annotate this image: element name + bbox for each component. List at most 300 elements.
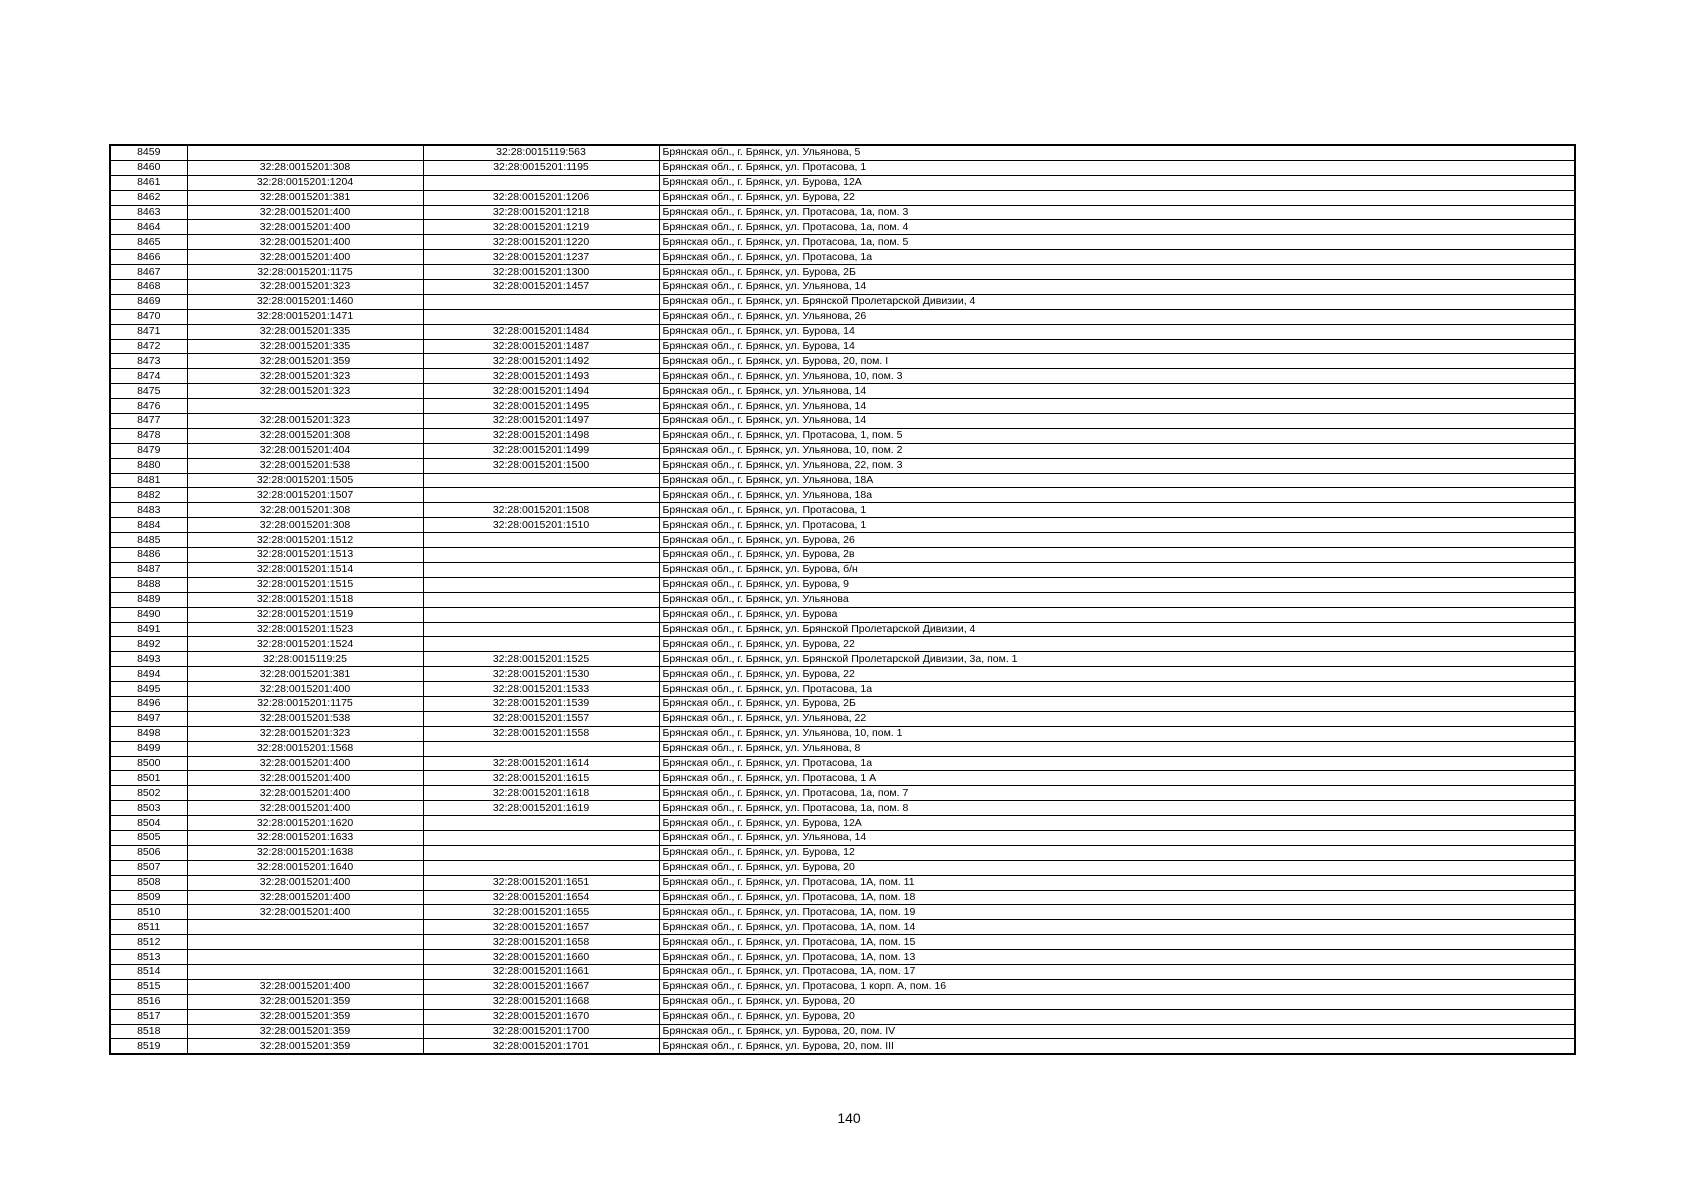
object-number-cell: 32:28:0015201:1493: [423, 369, 659, 384]
row-number-cell: 8470: [110, 309, 187, 324]
row-number-cell: 8474: [110, 369, 187, 384]
row-number-cell: 8466: [110, 250, 187, 265]
table-row: [110, 801, 1575, 816]
row-number-cell: 8512: [110, 935, 187, 950]
parcel-number-cell: 32:28:0015201:335: [187, 339, 423, 354]
row-number-cell: 8494: [110, 667, 187, 682]
parcel-number-cell: 32:28:0015201:400: [187, 220, 423, 235]
object-number-cell: 32:28:0015201:1654: [423, 890, 659, 905]
row-number-cell: 8463: [110, 205, 187, 220]
address-cell: Брянская обл., г. Брянск, ул. Протасова, 1А, пом. 14: [659, 920, 1575, 935]
table-row: [110, 145, 1575, 160]
table-row: [110, 220, 1575, 235]
address-cell: Брянская обл., г. Брянск, ул. Бурова, 20, пом. III: [659, 1039, 1575, 1054]
parcel-number-cell: 32:28:0015201:323: [187, 384, 423, 399]
object-number-cell: [423, 816, 659, 831]
address-cell: Брянская обл., г. Брянск, ул. Ульянова, 14: [659, 830, 1575, 845]
row-number-cell: 8469: [110, 294, 187, 309]
table-row: [110, 667, 1575, 682]
table-row: [110, 280, 1575, 295]
address-cell: Брянская обл., г. Брянск, ул. Бурова, 20: [659, 1009, 1575, 1024]
object-number-cell: [423, 637, 659, 652]
table-row: [110, 964, 1575, 979]
parcel-number-cell: 32:28:0015201:335: [187, 324, 423, 339]
table-row: [110, 682, 1575, 697]
table-row: [110, 756, 1575, 771]
table-row: [110, 518, 1575, 533]
table-row: [110, 920, 1575, 935]
object-number-cell: [423, 533, 659, 548]
table-row: [110, 905, 1575, 920]
address-cell: Брянская обл., г. Брянск, ул. Протасова, 1а: [659, 682, 1575, 697]
table-row: [110, 786, 1575, 801]
table-row: [110, 711, 1575, 726]
row-number-cell: 8507: [110, 860, 187, 875]
row-number-cell: 8461: [110, 175, 187, 190]
parcel-number-cell: 32:28:0015201:323: [187, 369, 423, 384]
address-cell: Брянская обл., г. Брянск, ул. Бурова, 20: [659, 994, 1575, 1009]
row-number-cell: 8483: [110, 503, 187, 518]
object-number-cell: 32:28:0015201:1661: [423, 964, 659, 979]
table-row: [110, 473, 1575, 488]
row-number-cell: 8495: [110, 682, 187, 697]
parcel-number-cell: 32:28:0015201:381: [187, 667, 423, 682]
address-cell: Брянская обл., г. Брянск, ул. Бурова, 20, пом. IV: [659, 1024, 1575, 1039]
parcel-number-cell: 32:28:0015201:400: [187, 905, 423, 920]
address-cell: Брянская обл., г. Брянск, ул. Брянской Пролетарской Дивизии, 3а, пом. 1: [659, 652, 1575, 667]
address-cell: Брянская обл., г. Брянск, ул. Ульянова, 14: [659, 399, 1575, 414]
row-number-cell: 8493: [110, 652, 187, 667]
row-number-cell: 8479: [110, 443, 187, 458]
object-number-cell: 32:28:0015201:1614: [423, 756, 659, 771]
row-number-cell: 8462: [110, 190, 187, 205]
table-row: [110, 816, 1575, 831]
parcel-number-cell: 32:28:0015201:1175: [187, 696, 423, 711]
object-number-cell: 32:28:0015201:1492: [423, 354, 659, 369]
address-cell: Брянская обл., г. Брянск, ул. Ульянова, 10, пом. 1: [659, 726, 1575, 741]
parcel-number-cell: 32:28:0015201:359: [187, 1009, 423, 1024]
object-number-cell: 32:28:0015201:1539: [423, 696, 659, 711]
table-row: [110, 324, 1575, 339]
parcel-number-cell: 32:28:0015201:400: [187, 890, 423, 905]
object-number-cell: 32:28:0015201:1660: [423, 950, 659, 965]
object-number-cell: 32:28:0015201:1219: [423, 220, 659, 235]
address-cell: Брянская обл., г. Брянск, ул. Ульянова, 10, пом. 2: [659, 443, 1575, 458]
object-number-cell: 32:28:0015201:1558: [423, 726, 659, 741]
parcel-number-cell: 32:28:0015201:359: [187, 354, 423, 369]
row-number-cell: 8460: [110, 160, 187, 175]
table-row: [110, 294, 1575, 309]
object-number-cell: [423, 577, 659, 592]
parcel-number-cell: 32:28:0015201:400: [187, 979, 423, 994]
object-number-cell: 32:28:0015201:1457: [423, 280, 659, 295]
address-cell: Брянская обл., г. Брянск, ул. Ульянова, 22: [659, 711, 1575, 726]
row-number-cell: 8465: [110, 235, 187, 250]
row-number-cell: 8467: [110, 265, 187, 280]
parcel-number-cell: 32:28:0015201:323: [187, 414, 423, 429]
table-row: [110, 354, 1575, 369]
address-cell: Брянская обл., г. Брянск, ул. Протасова, 1а, пом. 4: [659, 220, 1575, 235]
object-number-cell: 32:28:0015201:1525: [423, 652, 659, 667]
address-cell: Брянская обл., г. Брянск, ул. Протасова, 1А, пом. 15: [659, 935, 1575, 950]
row-number-cell: 8496: [110, 696, 187, 711]
table-row: [110, 384, 1575, 399]
row-number-cell: 8492: [110, 637, 187, 652]
address-cell: Брянская обл., г. Брянск, ул. Ульянова, 8: [659, 741, 1575, 756]
table-row: [110, 533, 1575, 548]
object-number-cell: [423, 473, 659, 488]
address-cell: Брянская обл., г. Брянск, ул. Бурова, 14: [659, 324, 1575, 339]
table-row: [110, 935, 1575, 950]
address-cell: Брянская обл., г. Брянск, ул. Бурова, 20: [659, 860, 1575, 875]
object-number-cell: 32:28:0015201:1668: [423, 994, 659, 1009]
table-row: [110, 1009, 1575, 1024]
object-number-cell: 32:28:0015201:1670: [423, 1009, 659, 1024]
address-cell: Брянская обл., г. Брянск, ул. Протасова, 1а, пом. 7: [659, 786, 1575, 801]
object-number-cell: 32:28:0015201:1615: [423, 771, 659, 786]
table-row: [110, 890, 1575, 905]
parcel-number-cell: [187, 964, 423, 979]
table-row: [110, 399, 1575, 414]
address-cell: Брянская обл., г. Брянск, ул. Протасова, 1А, пом. 13: [659, 950, 1575, 965]
table-row: [110, 309, 1575, 324]
parcel-number-cell: 32:28:0015201:400: [187, 756, 423, 771]
row-number-cell: 8517: [110, 1009, 187, 1024]
object-number-cell: 32:28:0015201:1657: [423, 920, 659, 935]
object-number-cell: 32:28:0015201:1218: [423, 205, 659, 220]
address-cell: Брянская обл., г. Брянск, ул. Протасова, 1а, пом. 3: [659, 205, 1575, 220]
object-number-cell: 32:28:0015201:1667: [423, 979, 659, 994]
address-cell: Брянская обл., г. Брянск, ул. Бурова, 2Б: [659, 696, 1575, 711]
address-cell: Брянская обл., г. Брянск, ул. Протасова, 1А, пом. 18: [659, 890, 1575, 905]
parcel-number-cell: [187, 920, 423, 935]
row-number-cell: 8489: [110, 592, 187, 607]
parcel-number-cell: 32:28:0015201:381: [187, 190, 423, 205]
object-number-cell: 32:28:0015201:1498: [423, 428, 659, 443]
row-number-cell: 8490: [110, 607, 187, 622]
table-row: [110, 771, 1575, 786]
parcel-number-cell: [187, 145, 423, 160]
parcel-number-cell: 32:28:0015201:1640: [187, 860, 423, 875]
parcel-number-cell: 32:28:0015201:404: [187, 443, 423, 458]
table-row: [110, 1024, 1575, 1039]
row-number-cell: 8509: [110, 890, 187, 905]
address-cell: Брянская обл., г. Брянск, ул. Бурова, 12А: [659, 175, 1575, 190]
parcel-number-cell: 32:28:0015201:400: [187, 682, 423, 697]
parcel-number-cell: [187, 935, 423, 950]
row-number-cell: 8477: [110, 414, 187, 429]
object-number-cell: [423, 309, 659, 324]
address-cell: Брянская обл., г. Брянск, ул. Ульянова: [659, 592, 1575, 607]
object-number-cell: 32:28:0015201:1700: [423, 1024, 659, 1039]
table-row: [110, 265, 1575, 280]
object-number-cell: [423, 607, 659, 622]
parcel-number-cell: 32:28:0015119:25: [187, 652, 423, 667]
parcel-number-cell: 32:28:0015201:1519: [187, 607, 423, 622]
parcel-number-cell: 32:28:0015201:1523: [187, 622, 423, 637]
table-row: [110, 488, 1575, 503]
row-number-cell: 8481: [110, 473, 187, 488]
address-cell: Брянская обл., г. Брянск, ул. Бурова, 12А: [659, 816, 1575, 831]
row-number-cell: 8498: [110, 726, 187, 741]
row-number-cell: 8488: [110, 577, 187, 592]
row-number-cell: 8468: [110, 280, 187, 295]
parcel-number-cell: 32:28:0015201:359: [187, 1039, 423, 1054]
table-row: [110, 235, 1575, 250]
table-row: [110, 830, 1575, 845]
parcel-number-cell: 32:28:0015201:1512: [187, 533, 423, 548]
parcel-number-cell: 32:28:0015201:359: [187, 1024, 423, 1039]
object-number-cell: [423, 592, 659, 607]
address-cell: Брянская обл., г. Брянск, ул. Бурова, 12: [659, 845, 1575, 860]
parcel-number-cell: 32:28:0015201:400: [187, 235, 423, 250]
address-cell: Брянская обл., г. Брянск, ул. Протасова, 1А, пом. 11: [659, 875, 1575, 890]
table-row: [110, 175, 1575, 190]
table-row: [110, 607, 1575, 622]
parcel-number-cell: 32:28:0015201:1460: [187, 294, 423, 309]
table-row: [110, 160, 1575, 175]
table-row: [110, 845, 1575, 860]
table-row: [110, 369, 1575, 384]
address-cell: Брянская обл., г. Брянск, ул. Брянской Пролетарской Дивизии, 4: [659, 622, 1575, 637]
parcel-number-cell: 32:28:0015201:1204: [187, 175, 423, 190]
object-number-cell: [423, 548, 659, 563]
table-row: [110, 458, 1575, 473]
object-number-cell: 32:28:0015201:1530: [423, 667, 659, 682]
address-cell: Брянская обл., г. Брянск, ул. Ульянова, 26: [659, 309, 1575, 324]
parcel-number-cell: [187, 950, 423, 965]
object-number-cell: 32:28:0015201:1701: [423, 1039, 659, 1054]
address-cell: Брянская обл., г. Брянск, ул. Бурова, 26: [659, 533, 1575, 548]
row-number-cell: 8519: [110, 1039, 187, 1054]
object-number-cell: 32:28:0015201:1497: [423, 414, 659, 429]
row-number-cell: 8516: [110, 994, 187, 1009]
row-number-cell: 8499: [110, 741, 187, 756]
table-row: [110, 622, 1575, 637]
row-number-cell: 8504: [110, 816, 187, 831]
address-cell: Брянская обл., г. Брянск, ул. Ульянова, 10, пом. 3: [659, 369, 1575, 384]
parcel-number-cell: 32:28:0015201:323: [187, 280, 423, 295]
table-row: [110, 950, 1575, 965]
address-cell: Брянская обл., г. Брянск, ул. Протасова, 1а: [659, 250, 1575, 265]
parcel-number-cell: 32:28:0015201:1505: [187, 473, 423, 488]
object-number-cell: 32:28:0015201:1494: [423, 384, 659, 399]
address-cell: Брянская обл., г. Брянск, ул. Брянской Пролетарской Дивизии, 4: [659, 294, 1575, 309]
parcel-number-cell: 32:28:0015201:308: [187, 518, 423, 533]
row-number-cell: 8471: [110, 324, 187, 339]
object-number-cell: [423, 562, 659, 577]
table-row: [110, 652, 1575, 667]
address-cell: Брянская обл., г. Брянск, ул. Протасова, 1А, пом. 17: [659, 964, 1575, 979]
row-number-cell: 8464: [110, 220, 187, 235]
table-row: [110, 860, 1575, 875]
row-number-cell: 8514: [110, 964, 187, 979]
parcel-number-cell: 32:28:0015201:1638: [187, 845, 423, 860]
object-number-cell: [423, 741, 659, 756]
parcel-number-cell: 32:28:0015201:400: [187, 786, 423, 801]
row-number-cell: 8501: [110, 771, 187, 786]
address-cell: Брянская обл., г. Брянск, ул. Ульянова, 18А: [659, 473, 1575, 488]
object-number-cell: [423, 830, 659, 845]
parcel-number-cell: 32:28:0015201:1507: [187, 488, 423, 503]
row-number-cell: 8491: [110, 622, 187, 637]
object-number-cell: [423, 294, 659, 309]
object-number-cell: 32:28:0015201:1500: [423, 458, 659, 473]
address-cell: Брянская обл., г. Брянск, ул. Ульянова, 14: [659, 414, 1575, 429]
object-number-cell: [423, 845, 659, 860]
address-cell: Брянская обл., г. Брянск, ул. Ульянова, 14: [659, 384, 1575, 399]
parcel-number-cell: 32:28:0015201:1515: [187, 577, 423, 592]
row-number-cell: 8502: [110, 786, 187, 801]
table-row: [110, 577, 1575, 592]
object-number-cell: 32:28:0015201:1220: [423, 235, 659, 250]
parcel-number-cell: 32:28:0015201:1524: [187, 637, 423, 652]
row-number-cell: 8485: [110, 533, 187, 548]
table-row: [110, 1039, 1575, 1054]
table-row: [110, 548, 1575, 563]
row-number-cell: 8478: [110, 428, 187, 443]
table-row: [110, 205, 1575, 220]
address-cell: Брянская обл., г. Брянск, ул. Ульянова, 18а: [659, 488, 1575, 503]
row-number-cell: 8515: [110, 979, 187, 994]
parcel-number-cell: 32:28:0015201:1175: [187, 265, 423, 280]
table-row: [110, 562, 1575, 577]
address-cell: Брянская обл., г. Брянск, ул. Бурова, б/н: [659, 562, 1575, 577]
parcel-number-cell: 32:28:0015201:400: [187, 875, 423, 890]
address-cell: Брянская обл., г. Брянск, ул. Бурова, 2Б: [659, 265, 1575, 280]
object-number-cell: 32:28:0015201:1655: [423, 905, 659, 920]
table-row: [110, 443, 1575, 458]
object-number-cell: [423, 622, 659, 637]
row-number-cell: 8503: [110, 801, 187, 816]
address-cell: Брянская обл., г. Брянск, ул. Бурова: [659, 607, 1575, 622]
address-cell: Брянская обл., г. Брянск, ул. Протасова, 1а, пом. 5: [659, 235, 1575, 250]
table-row: [110, 414, 1575, 429]
object-number-cell: [423, 488, 659, 503]
row-number-cell: 8518: [110, 1024, 187, 1039]
parcel-number-cell: 32:28:0015201:1471: [187, 309, 423, 324]
parcel-number-cell: 32:28:0015201:400: [187, 205, 423, 220]
address-cell: Брянская обл., г. Брянск, ул. Протасова, 1А, пом. 19: [659, 905, 1575, 920]
table-row: [110, 503, 1575, 518]
address-cell: Брянская обл., г. Брянск, ул. Протасова, 1а: [659, 756, 1575, 771]
row-number-cell: 8484: [110, 518, 187, 533]
address-cell: Брянская обл., г. Брянск, ул. Ульянова, 22, пом. 3: [659, 458, 1575, 473]
parcel-number-cell: 32:28:0015201:400: [187, 801, 423, 816]
address-cell: Брянская обл., г. Брянск, ул. Бурова, 2в: [659, 548, 1575, 563]
address-cell: Брянская обл., г. Брянск, ул. Протасова, 1, пом. 5: [659, 428, 1575, 443]
object-number-cell: 32:28:0015201:1237: [423, 250, 659, 265]
table-row: [110, 979, 1575, 994]
address-cell: Брянская обл., г. Брянск, ул. Протасова, 1 корп. А, пом. 16: [659, 979, 1575, 994]
object-number-cell: 32:28:0015201:1195: [423, 160, 659, 175]
table-row: [110, 190, 1575, 205]
address-cell: Брянская обл., г. Брянск, ул. Бурова, 22: [659, 190, 1575, 205]
parcel-number-cell: 32:28:0015201:1568: [187, 741, 423, 756]
row-number-cell: 8480: [110, 458, 187, 473]
table-row: [110, 592, 1575, 607]
parcel-number-cell: 32:28:0015201:1518: [187, 592, 423, 607]
row-number-cell: 8475: [110, 384, 187, 399]
parcel-number-cell: 32:28:0015201:323: [187, 726, 423, 741]
parcel-number-cell: [187, 399, 423, 414]
row-number-cell: 8497: [110, 711, 187, 726]
table-row: [110, 741, 1575, 756]
table-row: [110, 994, 1575, 1009]
parcel-number-cell: 32:28:0015201:400: [187, 771, 423, 786]
object-number-cell: [423, 175, 659, 190]
parcel-number-cell: 32:28:0015201:538: [187, 711, 423, 726]
parcel-number-cell: 32:28:0015201:400: [187, 250, 423, 265]
row-number-cell: 8487: [110, 562, 187, 577]
address-cell: Брянская обл., г. Брянск, ул. Бурова, 9: [659, 577, 1575, 592]
row-number-cell: 8506: [110, 845, 187, 860]
object-number-cell: 32:28:0015201:1495: [423, 399, 659, 414]
table-row: [110, 696, 1575, 711]
address-cell: Брянская обл., г. Брянск, ул. Бурова, 22: [659, 667, 1575, 682]
object-number-cell: 32:28:0015201:1510: [423, 518, 659, 533]
object-number-cell: 32:28:0015201:1206: [423, 190, 659, 205]
row-number-cell: 8486: [110, 548, 187, 563]
object-number-cell: 32:28:0015201:1487: [423, 339, 659, 354]
row-number-cell: 8500: [110, 756, 187, 771]
address-cell: Брянская обл., г. Брянск, ул. Протасова, 1: [659, 518, 1575, 533]
object-number-cell: 32:28:0015201:1300: [423, 265, 659, 280]
object-number-cell: 32:28:0015201:1484: [423, 324, 659, 339]
row-number-cell: 8459: [110, 145, 187, 160]
parcel-number-cell: 32:28:0015201:1620: [187, 816, 423, 831]
address-cell: Брянская обл., г. Брянск, ул. Протасова, 1: [659, 160, 1575, 175]
address-cell: Брянская обл., г. Брянск, ул. Протасова, 1: [659, 503, 1575, 518]
row-number-cell: 8505: [110, 830, 187, 845]
object-number-cell: 32:28:0015201:1651: [423, 875, 659, 890]
table-row: [110, 637, 1575, 652]
table-row: [110, 339, 1575, 354]
table-row: [110, 250, 1575, 265]
object-number-cell: 32:28:0015201:1658: [423, 935, 659, 950]
row-number-cell: 8513: [110, 950, 187, 965]
parcel-number-cell: 32:28:0015201:1514: [187, 562, 423, 577]
address-cell: Брянская обл., г. Брянск, ул. Протасова, 1 А: [659, 771, 1575, 786]
object-number-cell: 32:28:0015201:1508: [423, 503, 659, 518]
parcel-number-cell: 32:28:0015201:359: [187, 994, 423, 1009]
address-cell: Брянская обл., г. Брянск, ул. Ульянова, 14: [659, 280, 1575, 295]
table-row: [110, 428, 1575, 443]
parcel-number-cell: 32:28:0015201:308: [187, 160, 423, 175]
object-number-cell: [423, 860, 659, 875]
address-cell: Брянская обл., г. Брянск, ул. Бурова, 14: [659, 339, 1575, 354]
row-number-cell: 8508: [110, 875, 187, 890]
row-number-cell: 8511: [110, 920, 187, 935]
parcel-number-cell: 32:28:0015201:308: [187, 428, 423, 443]
page-number: 140: [837, 1110, 861, 1126]
address-cell: Брянская обл., г. Брянск, ул. Протасова, 1а, пом. 8: [659, 801, 1575, 816]
object-number-cell: 32:28:0015201:1619: [423, 801, 659, 816]
address-cell: Брянская обл., г. Брянск, ул. Бурова, 22: [659, 637, 1575, 652]
cadastral-table: [109, 144, 1576, 1055]
address-cell: Брянская обл., г. Брянск, ул. Бурова, 20, пом. I: [659, 354, 1575, 369]
row-number-cell: 8473: [110, 354, 187, 369]
object-number-cell: 32:28:0015119:563: [423, 145, 659, 160]
parcel-number-cell: 32:28:0015201:538: [187, 458, 423, 473]
object-number-cell: 32:28:0015201:1557: [423, 711, 659, 726]
object-number-cell: 32:28:0015201:1499: [423, 443, 659, 458]
parcel-number-cell: 32:28:0015201:1633: [187, 830, 423, 845]
parcel-number-cell: 32:28:0015201:1513: [187, 548, 423, 563]
table-row: [110, 726, 1575, 741]
table-row: [110, 875, 1575, 890]
row-number-cell: 8472: [110, 339, 187, 354]
